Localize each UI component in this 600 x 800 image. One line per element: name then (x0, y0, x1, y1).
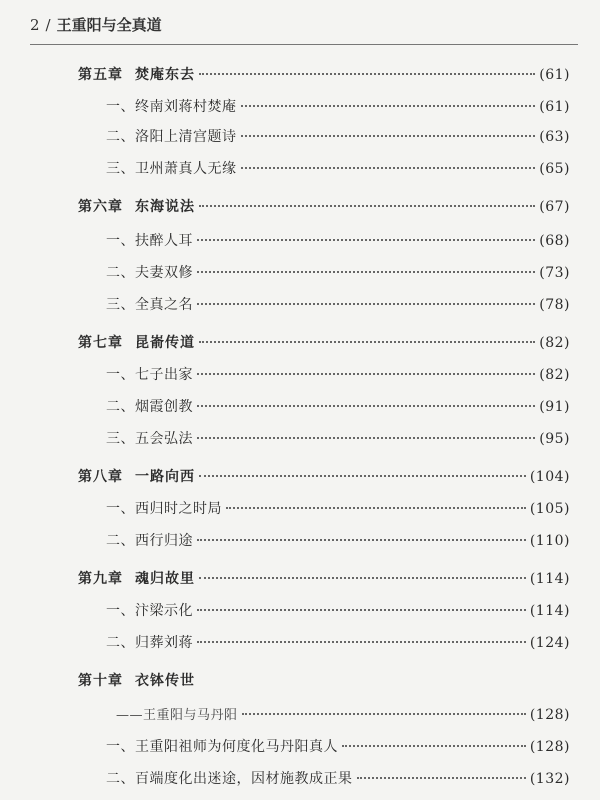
toc-section-row (116, 704, 570, 723)
page-ref: (82) (539, 335, 570, 351)
chapter-title: 昆嵛传道 (135, 335, 195, 351)
section-title: 一、扶醉人耳 (106, 233, 193, 249)
chapter-title: 东海说法 (135, 199, 195, 215)
dot-leader (197, 437, 535, 439)
dot-leader (197, 373, 535, 375)
toc-section-row (106, 230, 570, 250)
toc-chapter-row (78, 568, 570, 588)
toc-chapter-row (78, 332, 570, 352)
page-ref: (82) (539, 367, 570, 383)
dot-leader (199, 73, 535, 75)
section-title: 三、全真之名 (106, 297, 193, 313)
dot-leader (357, 777, 526, 779)
chapter-number: 第七章 (78, 335, 123, 351)
dot-leader (226, 507, 526, 509)
page-ref: (61) (539, 67, 570, 83)
section-title: ——王重阳与马丹阳 (116, 708, 238, 723)
page-ref: (132) (529, 771, 570, 787)
toc-section-row (106, 498, 570, 518)
dot-leader (197, 271, 535, 273)
chapter-heading (78, 332, 195, 352)
toc-section-row (106, 158, 570, 178)
page-ref: (61) (539, 99, 570, 115)
dot-leader (199, 341, 535, 343)
section-title: 一、王重阳祖师为何度化马丹阳真人 (106, 739, 338, 755)
chapter-heading (78, 670, 195, 690)
toc-section-row (106, 96, 570, 116)
toc-section-row (106, 262, 570, 282)
toc-section-row (106, 632, 570, 652)
page-ref: (124) (529, 635, 570, 651)
page-ref: (105) (529, 501, 570, 517)
chapter-number: 第九章 (78, 571, 123, 587)
chapter-heading (78, 64, 195, 84)
toc-chapter-row (78, 64, 570, 84)
chapter-title: 一路向西 (135, 469, 195, 485)
section-title: 一、七子出家 (106, 367, 193, 383)
section-title: 二、百端度化出迷途，因材施教成正果 (106, 771, 353, 787)
page-ref: (95) (539, 431, 570, 447)
dot-leader (199, 205, 535, 207)
book-title: 王重阳与全真道 (56, 16, 162, 34)
page-ref: (67) (539, 199, 570, 215)
dot-leader (197, 239, 535, 241)
toc-section-row (106, 396, 570, 416)
section-title: 三、卫州萧真人无缘 (106, 161, 237, 177)
header-slash: / (45, 16, 51, 34)
page-ref: (63) (539, 129, 570, 145)
chapter-heading (78, 196, 195, 216)
section-title: 一、终南刘蒋村焚庵 (106, 99, 237, 115)
page-ref: (73) (539, 265, 570, 281)
section-title: 二、归葬刘蒋 (106, 635, 193, 651)
toc-section-row (106, 294, 570, 314)
dot-leader (242, 713, 526, 715)
section-title: 二、夫妻双修 (106, 265, 193, 281)
toc-chapter-row (78, 670, 570, 690)
dot-leader (199, 475, 526, 477)
chapter-number: 第五章 (78, 67, 123, 83)
toc-section-row (106, 530, 570, 550)
page-ref: (128) (529, 707, 570, 723)
toc-section-row (106, 428, 570, 448)
dot-leader (197, 405, 535, 407)
dot-leader (241, 167, 536, 169)
dot-leader (197, 303, 535, 305)
section-title: 二、洛阳上清宫题诗 (106, 129, 237, 145)
toc-chapter-row (78, 466, 570, 486)
chapter-number: 第八章 (78, 469, 123, 485)
toc-section-row (106, 600, 570, 620)
page-ref: (114) (529, 603, 570, 619)
chapter-title: 衣钵传世 (135, 673, 195, 689)
toc-chapter-row (78, 196, 570, 216)
page-ref: (104) (529, 469, 570, 485)
toc-section-row (106, 736, 570, 756)
chapter-heading (78, 568, 195, 588)
chapter-title: 焚庵东去 (135, 67, 195, 83)
dot-leader (199, 577, 526, 579)
section-title: 三、五会弘法 (106, 431, 193, 447)
chapter-title: 魂归故里 (135, 571, 195, 587)
page-ref: (91) (539, 399, 570, 415)
page-ref: (128) (529, 739, 570, 755)
section-title: 二、西行归途 (106, 533, 193, 549)
section-title: 一、西归时之时局 (106, 501, 222, 517)
dot-leader (241, 135, 536, 137)
dot-leader (197, 539, 526, 541)
section-title: 一、汴梁示化 (106, 603, 193, 619)
toc-section-row (106, 768, 570, 788)
page-ref: (114) (529, 571, 570, 587)
section-title: 二、烟霞创教 (106, 399, 193, 415)
page-ref: (65) (539, 161, 570, 177)
page-number: 2 (30, 16, 40, 34)
chapter-heading (78, 466, 195, 486)
chapter-number: 第六章 (78, 199, 123, 215)
dot-leader (197, 641, 526, 643)
toc-section-row (106, 364, 570, 384)
dot-leader (342, 745, 526, 747)
page-ref: (110) (529, 533, 570, 549)
dot-leader (197, 609, 526, 611)
page-ref: (68) (539, 233, 570, 249)
dot-leader (241, 105, 536, 107)
page-ref: (78) (539, 297, 570, 313)
chapter-number: 第十章 (78, 673, 123, 689)
toc-section-row (106, 126, 570, 146)
